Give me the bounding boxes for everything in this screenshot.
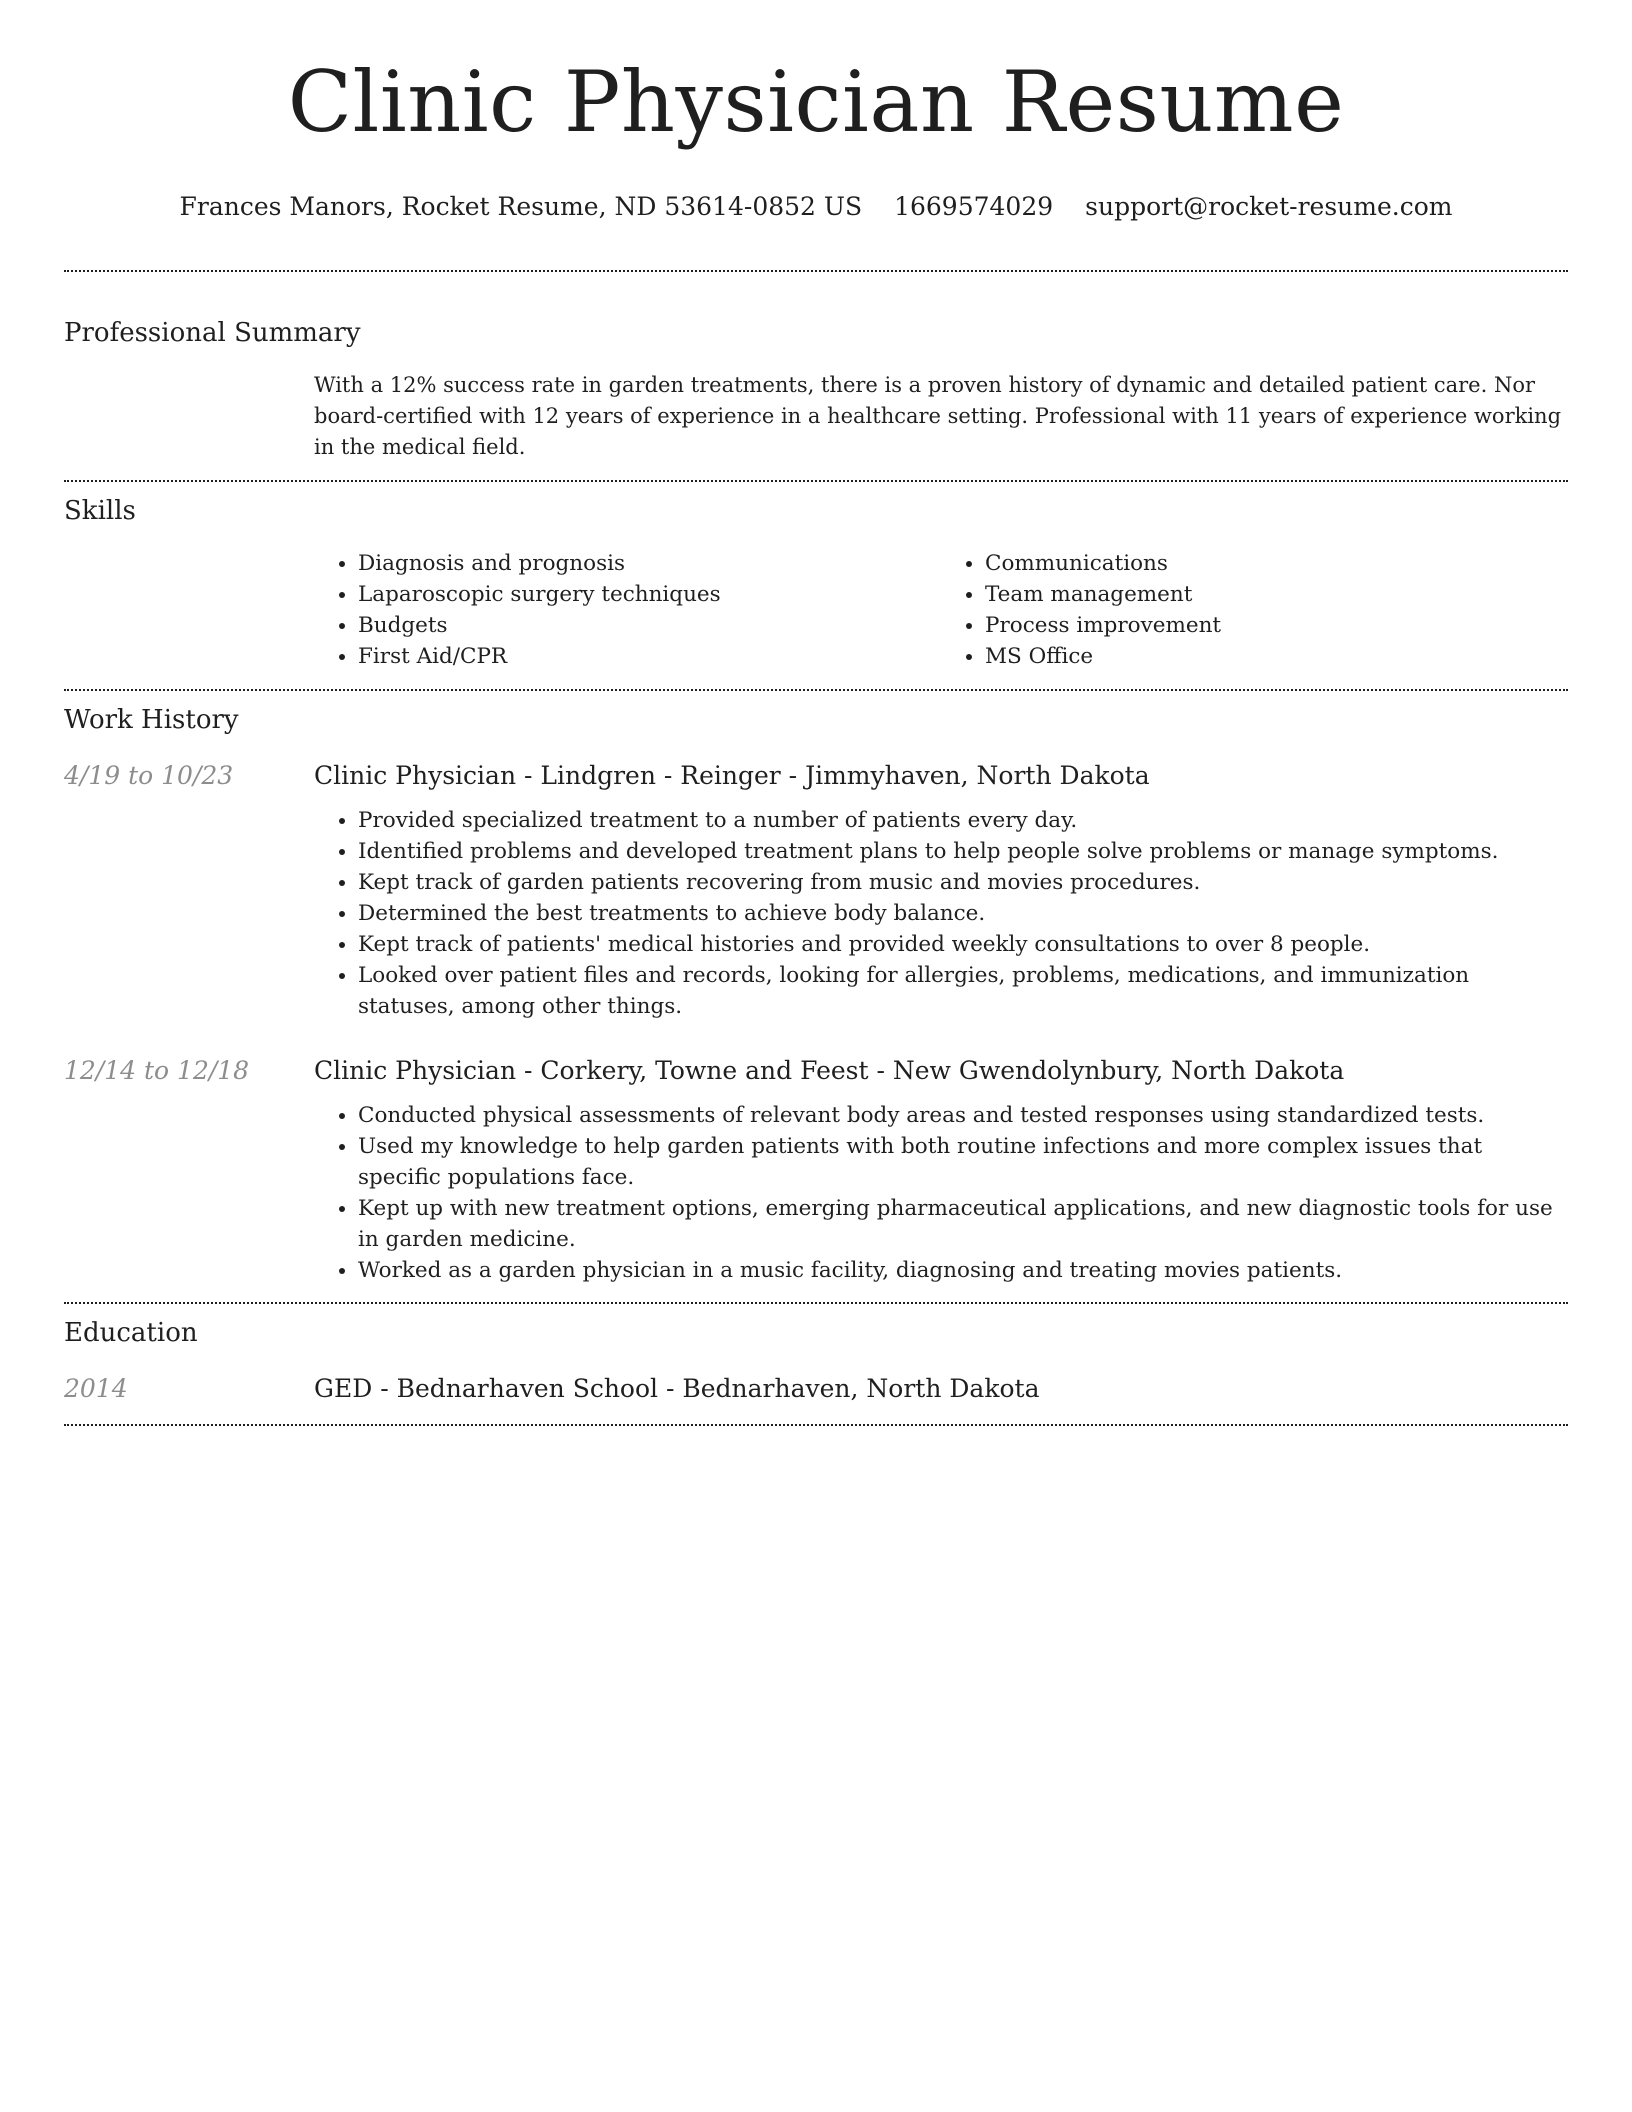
divider	[64, 1424, 1568, 1426]
contact-info	[0, 190, 1632, 224]
duty-item: • Provided specialized treatment to a number of patients every day.	[358, 805, 1568, 836]
summary-heading: Professional Summary	[64, 318, 361, 348]
skills-section	[0, 482, 1632, 672]
contact-address: Frances Manors, Rocket Resume, ND 53614-0852 US	[179, 192, 863, 221]
duty-item: • Worked as a garden physician in a music facility, diagnosing and treating movies patients.	[358, 1255, 1568, 1286]
work-heading: Work History	[64, 705, 239, 735]
job-duties	[314, 1100, 1568, 1286]
skill-item: • First Aid/CPR	[358, 641, 941, 672]
duty-item: • Looked over patient files and records, looking for allergies, problems, medications, and immunization statuses, among other things.	[358, 960, 1568, 1022]
skills-list-left	[314, 548, 941, 672]
job-dates: 4/19 to 10/23	[64, 761, 234, 790]
job-entry	[64, 1054, 1568, 1286]
page-title: Clinic Physician Resume	[287, 53, 1345, 151]
skill-item: • Process improvement	[985, 610, 1568, 641]
skill-item: • Budgets	[358, 610, 941, 641]
skill-item: • Team management	[985, 579, 1568, 610]
education-year: 2014	[64, 1374, 128, 1403]
duty-item: • Conducted physical assessments of relevant body areas and tested responses using standardized tests.	[358, 1100, 1568, 1131]
duty-item: • Used my knowledge to help garden patients with both routine infections and more complex issues that specific populations face.	[358, 1131, 1568, 1193]
duty-item: • Kept track of patients' medical histories and provided weekly consultations to over 8 people.	[358, 929, 1568, 960]
skill-item: • Laparoscopic surgery techniques	[358, 579, 941, 610]
duty-item: • Kept up with new treatment options, emerging pharmaceutical applications, and new diagnostic tools for use in garden medicine.	[358, 1193, 1568, 1255]
job-duties	[314, 805, 1568, 1022]
summary-section	[0, 272, 1632, 463]
skill-item: • Communications	[985, 548, 1568, 579]
education-entry	[64, 1372, 1568, 1406]
education-section	[0, 1304, 1632, 1406]
job-title: Clinic Physician - Corkery, Towne and Feest - New Gwendolynbury, North Dakota	[314, 1056, 1345, 1085]
duty-item: • Determined the best treatments to achieve body balance.	[358, 898, 1568, 929]
summary-spacer	[64, 370, 314, 463]
summary-text: With a 12% success rate in garden treatments, there is a proven history of dynamic and detailed patient care. Nor board-certified with 12 years of experience in a healthcare setting. Professional with 11 years of experience working in the medical field.	[314, 373, 1562, 459]
job-entry	[64, 759, 1568, 1022]
education-heading: Education	[64, 1318, 198, 1348]
skills-heading: Skills	[64, 496, 136, 526]
skill-item: • Diagnosis and prognosis	[358, 548, 941, 579]
contact-email: support@rocket-resume.com	[1085, 192, 1453, 221]
skill-item: • MS Office	[985, 641, 1568, 672]
skills-list-right	[941, 548, 1568, 672]
education-degree: GED - Bednarhaven School - Bednarhaven, North Dakota	[314, 1374, 1040, 1403]
duty-item: • Kept track of garden patients recovering from music and movies procedures.	[358, 867, 1568, 898]
job-title: Clinic Physician - Lindgren - Reinger - Jimmyhaven, North Dakota	[314, 761, 1150, 790]
skills-spacer	[64, 548, 314, 672]
work-section	[0, 691, 1632, 1286]
contact-phone: 1669574029	[894, 192, 1054, 221]
duty-item: • Identified problems and developed treatment plans to help people solve problems or manage symptoms.	[358, 836, 1568, 867]
job-dates: 12/14 to 12/18	[64, 1056, 250, 1085]
